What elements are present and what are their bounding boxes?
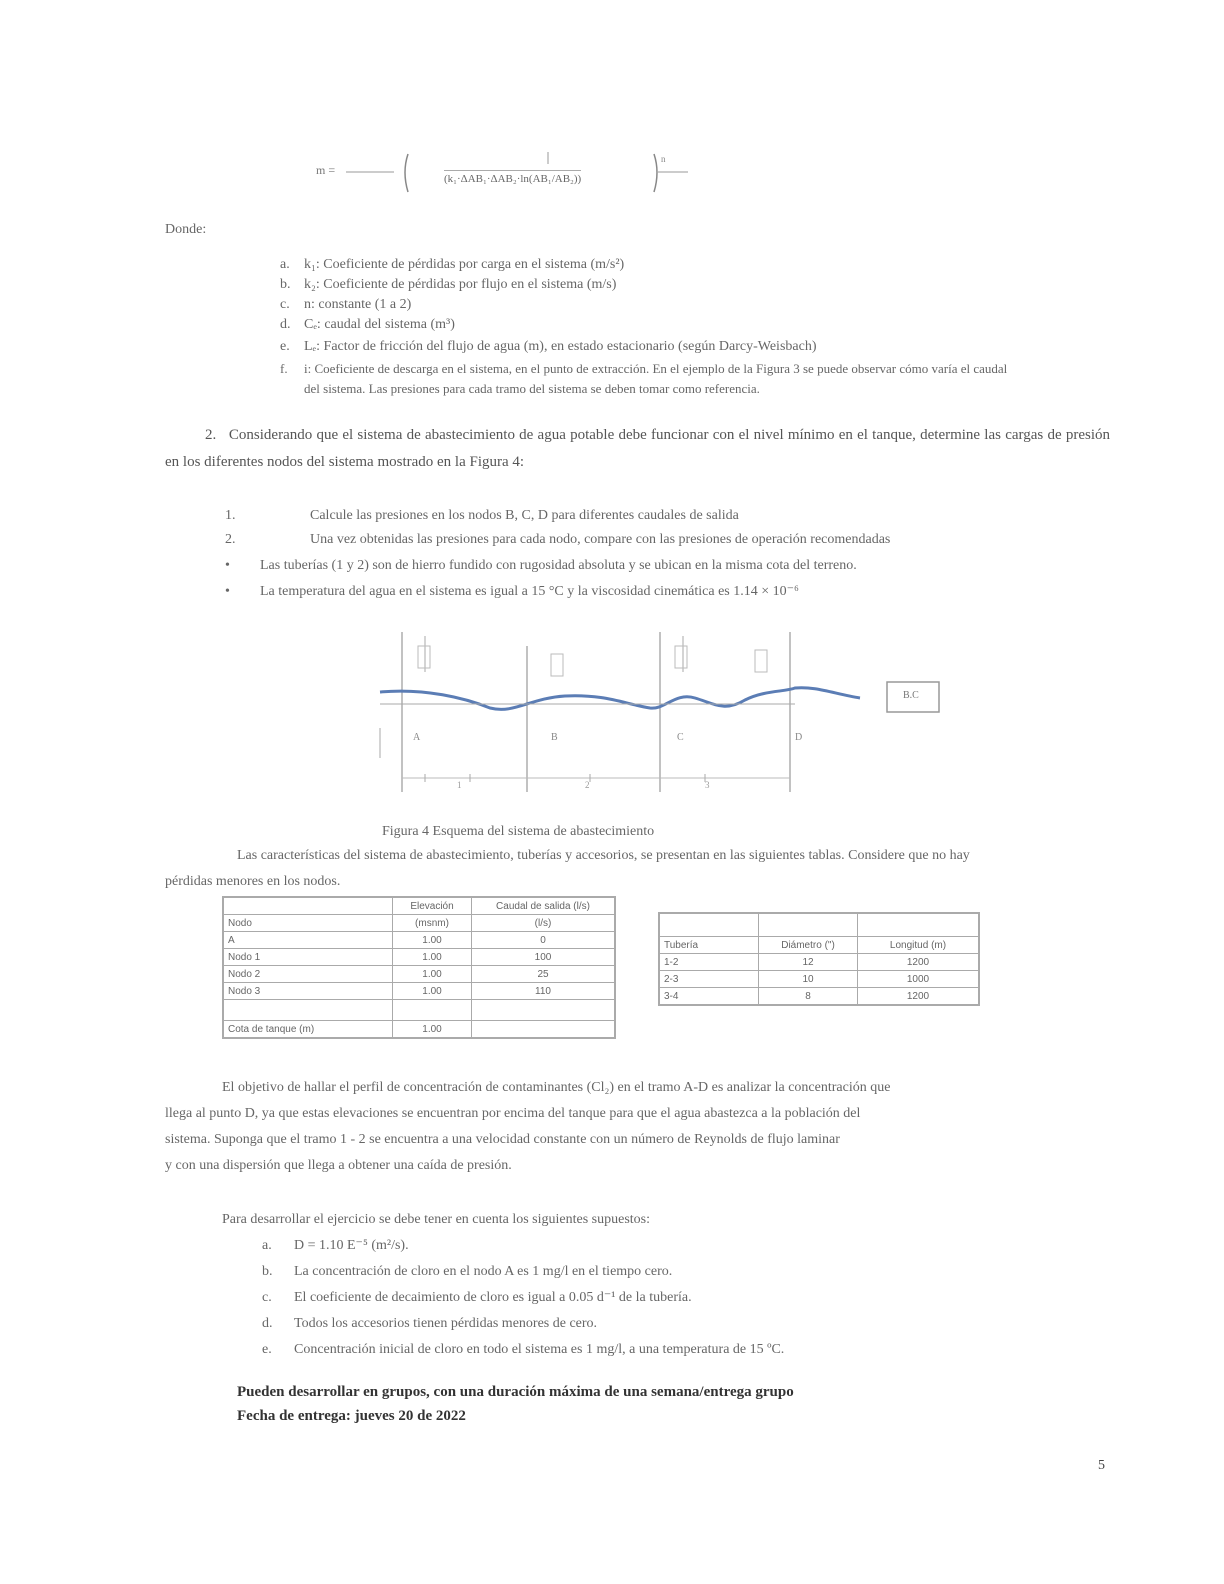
node-label: D xyxy=(795,732,803,743)
table-row: Cota de tanque (m) 1.00 xyxy=(223,1021,615,1039)
closing-line: Pueden desarrollar en grupos, con una duración máxima de una semana/entrega grupo xyxy=(237,1384,794,1400)
assumptions-intro: Para desarrollar el ejercicio se debe tener en cuenta los siguientes supuestos: xyxy=(222,1212,651,1227)
system-diagram xyxy=(365,628,955,798)
table-row: Nodo 1 1.00 100 xyxy=(223,949,615,966)
assumption-item: d. Todos los accesorios tienen pérdidas menores de cero. xyxy=(262,1316,598,1331)
definition-item: del sistema. Las presiones para cada tramo del sistema se deben tomar como referencia. xyxy=(304,381,760,396)
table-row: Nodo 2 1.00 25 xyxy=(223,966,615,983)
table-row: 2-3 10 1000 xyxy=(659,971,979,988)
formula xyxy=(316,150,696,196)
figure-caption: Figura 4 Esquema del sistema de abastecimiento xyxy=(382,824,655,839)
segment-label: 3 xyxy=(705,780,710,790)
assumption-item: c. El coeficiente de decaimiento de cloro es igual a 0.05 d⁻¹ de la tubería. xyxy=(262,1290,692,1305)
tables-intro-line: pérdidas menores en los nodos. xyxy=(165,874,341,889)
assumption-item: e. Concentración inicial de cloro en todo el sistema es 1 mg/l, a una temperatura de 15 ºC. xyxy=(262,1342,785,1357)
bullet-item: • La temperatura del agua en el sistema es igual a 15 °C y la viscosidad cinemática es 1.14 × 10⁻⁶ xyxy=(225,584,799,599)
segment-label: 1 xyxy=(457,780,462,790)
objective-line: y con una dispersión que llega a obtener una caída de presión. xyxy=(165,1158,512,1173)
definition-item: b. k₂: Coeficiente de pérdidas por flujo en el sistema (m/s) xyxy=(280,277,617,292)
assumption-item: a. D = 1.10 E⁻⁵ (m²/s). xyxy=(262,1238,409,1253)
definition-item: a. k₁: Coeficiente de pérdidas por carga en el sistema (m/s²) xyxy=(280,257,625,272)
bullet-item: • Las tuberías (1 y 2) son de hierro fundido con rugosidad absoluta y se ubican en la misma cota del terreno. xyxy=(225,558,857,573)
formula-lhs: m = xyxy=(316,163,336,177)
definition-item: c. n: constante (1 a 2) xyxy=(280,297,412,312)
pipes-table: Tubería Diámetro (") Longitud (m) 1-2 12 1200 2-3 10 1000 3-4 8 1200 xyxy=(658,912,980,1006)
definition-item: e. Lₑ: Factor de fricción del flujo de agua (m), en estado estacionario (según Darcy-Weisbach) xyxy=(280,339,817,354)
formula-exponent: n xyxy=(661,154,666,164)
objective-line: llega al punto D, ya que estas elevaciones se encuentran por encima del tanque para que el agua abastezca a la población del xyxy=(165,1106,861,1121)
system-diagram-svg xyxy=(365,628,955,798)
tank-label: B.C xyxy=(903,690,919,701)
numbered-item: 2. Una vez obtenidas las presiones para cada nodo, compare con las presiones de operación recomendadas xyxy=(225,532,891,547)
numbered-item: 1. Calcule las presiones en los nodos B, C, D para diferentes caudales de salida xyxy=(225,508,739,523)
nodes-table: Elevación Caudal de salida (l/s) Nodo (msnm) (l/s) A 1.00 0 Nodo 1 1.00 100 Nodo 2 1.00 25 Nodo 3 1.00 110 Cota de tanque (m) 1.00 xyxy=(222,896,616,1039)
section-2-paragraph: 2. Considerando que el sistema de abastecimiento de agua potable debe funcionar con el nivel mínimo en el tanque, determine las cargas de presión en los diferentes nodos del sistema mostrado en la Figura 4: xyxy=(165,427,1110,470)
table-row xyxy=(223,1000,615,1021)
tables-intro-line: Las características del sistema de abastecimiento, tuberías y accesorios, se presentan en las siguientes tablas. Considere que no hay xyxy=(237,848,970,863)
definition-item: f. i: Coeficiente de descarga en el sistema, en el punto de extracción. En el ejemplo de la Figura 3 se puede observar cómo varía el caudal xyxy=(280,361,1008,376)
segment-label: 2 xyxy=(585,780,590,790)
table-row: 1-2 12 1200 xyxy=(659,954,979,971)
table-row: A 1.00 0 xyxy=(223,932,615,949)
node-label: C xyxy=(677,732,684,743)
table-row: 3-4 8 1200 xyxy=(659,988,979,1006)
page-number: 5 xyxy=(1098,1458,1105,1473)
formula-inner: (k₁·ΔAB₁·ΔAB₂·ln(AB₁/AB₂)) xyxy=(444,170,581,185)
closing-line: Fecha de entrega: jueves 20 de 2022 xyxy=(237,1408,466,1424)
assumption-item: b. La concentración de cloro en el nodo A es 1 mg/l en el tiempo cero. xyxy=(262,1264,673,1279)
objective-line: sistema. Suponga que el tramo 1 - 2 se encuentra a una velocidad constante con un número de Reynolds de flujo laminar xyxy=(165,1132,840,1147)
node-label: A xyxy=(413,732,421,743)
table-row: Nodo 3 1.00 110 xyxy=(223,983,615,1000)
node-label: B xyxy=(551,732,558,743)
donde-label: Donde: xyxy=(165,222,207,237)
definition-item: d. Cₑ: caudal del sistema (m³) xyxy=(280,317,455,332)
objective-line: El objetivo de hallar el perfil de concentración de contaminantes (Cl₂) en el tramo A-D es analizar la concentración que xyxy=(222,1080,891,1095)
